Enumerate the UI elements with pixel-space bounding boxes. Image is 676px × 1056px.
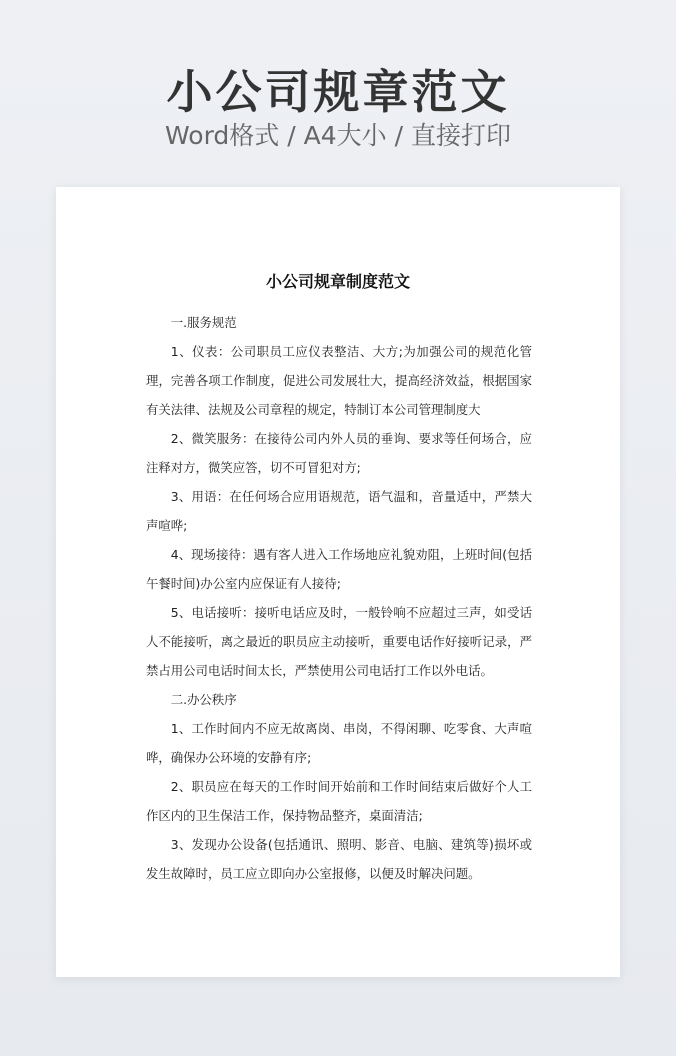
paragraph: 1、仪表：公司职员工应仪表整洁、大方;为加强公司的规范化管理，完善各项工作制度，促进公司发展壮大，提高经济效益，根据国家有关法律、法规及公司章程的规定，特制订本公司管理制度大 <box>146 344 532 417</box>
paragraph: 3、发现办公设备(包括通讯、照明、影音、电脑、建筑等)损坏或发生故障时，员工应立即向办公室报修，以便及时解决问题。 <box>146 837 532 881</box>
banner-subtitle: Word格式 / A4大小 / 直接打印 <box>165 121 511 150</box>
paragraph: 3、用语：在任何场合应用语规范，语气温和，音量适中，严禁大声喧哗; <box>146 489 532 533</box>
section-heading-service: 一.服务规范 <box>170 315 237 330</box>
paragraph: 2、职员应在每天的工作时间开始前和工作时间结束后做好个人工作区内的卫生保洁工作，保持物品整齐，桌面清洁; <box>146 779 532 823</box>
paragraph: 1、工作时间内不应无故离岗、串岗，不得闲聊、吃零食、大声喧哗，确保办公环境的安静有序; <box>146 721 532 765</box>
document-page <box>56 187 620 977</box>
document-title: 小公司规章制度范文 <box>265 272 410 291</box>
section-heading-office-order: 二.办公秩序 <box>170 692 237 707</box>
paragraph: 5、电话接听：接听电话应及时，一般铃响不应超过三声，如受话人不能接听，离之最近的职员应主动接听，重要电话作好接听记录，严禁占用公司电话时间太长，严禁使用公司电话打工作以外电话。 <box>146 605 532 678</box>
document-body <box>146 308 532 888</box>
paragraph: 4、现场接待：遇有客人进入工作场地应礼貌劝阻，上班时间(包括午餐时间)办公室内应保证有人接待; <box>146 547 532 591</box>
banner-title: 小公司规章范文 <box>166 65 510 119</box>
paragraph: 2、微笑服务：在接待公司内外人员的垂询、要求等任何场合，应注释对方，微笑应答，切不可冒犯对方; <box>146 431 532 475</box>
